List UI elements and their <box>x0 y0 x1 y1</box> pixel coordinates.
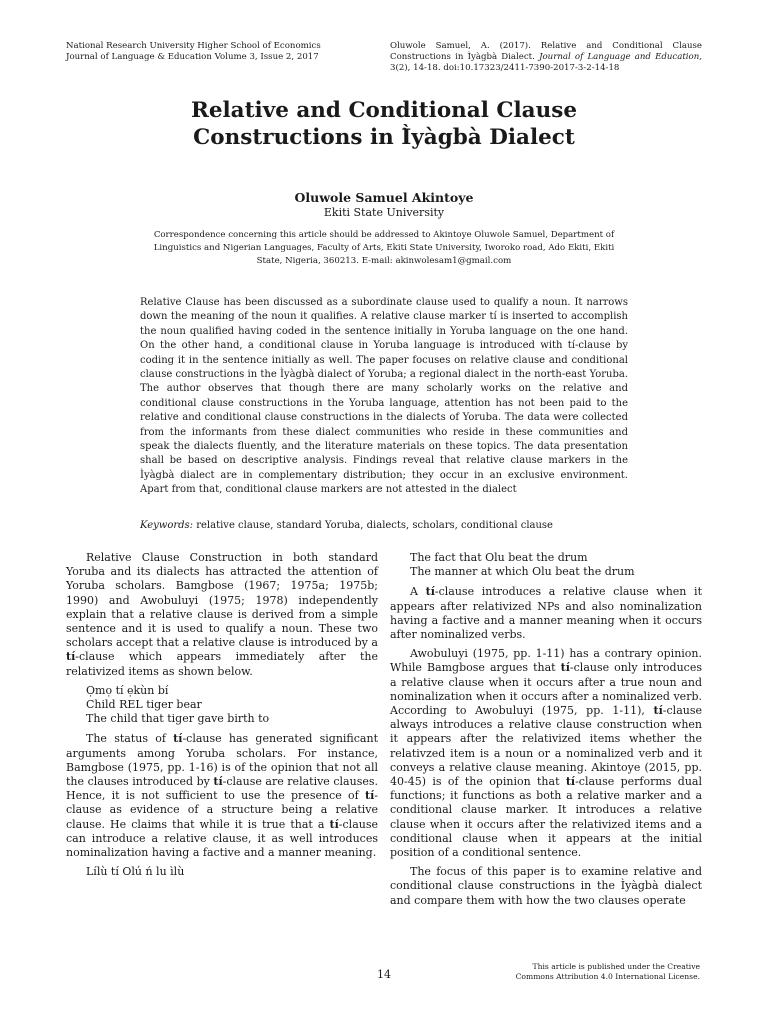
body-column-left <box>66 551 378 885</box>
author-affiliation: Ekiti State University <box>323 206 445 219</box>
license-line-1: This article is published under the Creative <box>532 962 700 971</box>
example-2-yoruba: Lílù tí Olú ń lu ìlù <box>86 865 185 879</box>
paragraph-status: The status of tí-clause has generated significant arguments among Yoruba scholars. For instance, Bamgbose (1975, pp. 1-16) is of the opinion that not all the clauses introduced by tí-clause are relative clauses. Hence, it is not sufficient to use the presence of tí- clause as evidence of a structure being a relative clause. He claims that while it is true that a tí-clause can introduce a relative clause, it as well introduces nominalization having a factive and a manner meaning. <box>66 732 378 860</box>
title-line-1: Relative and Conditional Clause <box>190 98 578 123</box>
example-1-gloss: Child REL tiger bear <box>86 698 202 712</box>
page-number: 14 <box>377 968 391 981</box>
example-2-translation-manner: The manner at which Olu beat the drum <box>410 565 635 579</box>
citation-text: Oluwole Samuel, A. (2017). Relative and Conditional Clause Constructions in Ì̀yàgbà Dialect. <box>390 41 702 62</box>
paragraph-ti-clause: A tí-clause introduces a relative clause when it appears after relativized NPs and also nominalization having a factive and a manner meaning when it occurs after nominalized verbs. <box>390 585 702 642</box>
running-header-left <box>66 41 366 63</box>
title-line-2: Constructions in Ì̀yàgbà Dialect <box>193 125 575 150</box>
body-column-right <box>390 551 702 913</box>
paragraph-awobuluyi: Awobuluyi (1975, pp. 1-11) has a contrary opinion. While Bamgbose argues that tí-clause only introduces a relative clause when it occurs after a true noun and nominalization when it occurs after a nominalized verb. According to Awobuluyi (1975, pp. 1-11), tí-clause always introduces a relative clause construction when it appears after the relativized items whether the relativzed item is a noun or a nominalized verb and it conveys a relative clause meaning. Akintoye (2015, pp. 40-45) is of the opinion that tí-clause performs dual functions; it functions as both a relative marker and a conditional clause marker. It introduces a relative clause when it occurs after the relativized items and a conditional clause when it appears at the initial position of a conditional sentence. <box>390 647 702 860</box>
author-name: Oluwole Samuel Akintoye <box>294 190 474 205</box>
keywords-list: relative clause, standard Yoruba, dialects, scholars, conditional clause <box>193 520 553 531</box>
header-journal-issue: Journal of Language & Education Volume 3, Issue 2, 2017 <box>66 52 319 62</box>
running-header-citation <box>390 41 702 74</box>
keywords <box>140 519 628 533</box>
paragraph-focus: The focus of this paper is to examine relative and conditional clause constructions in the Ìyàgbà dialect and compare them with how the two clauses operate <box>390 865 702 907</box>
license-notice <box>486 962 700 982</box>
correspondence-note: Correspondence concerning this article should be addressed to Akintoye Oluwole Samuel, Department of Linguistics and Nigerian Languages, Faculty of Arts, Ekiti State University, Iworoko road, Ado Ekiti, Ekiti State, Nigeria, 360213. E-mail: akinwolesam1@gmail.com <box>153 230 615 266</box>
article-title <box>60 97 708 151</box>
paragraph-intro: Relative Clause Construction in both standard Yoruba and its dialects has attracted the attention of Yoruba scholars. Bamgbose (1967; 1975a; 1975b; 1990) and Awobuluyi (1975; 1978) independently explain that a relative clause is derived from a simple sentence and it is used to qualify a noun. These two scholars accept that a relative clause is introduced by a tí-clause which appears immediately after the relativized items as shown below. <box>66 551 378 678</box>
citation-doi: 3(2), 14-18. doi:10.17323/2411-7390-2017-3-2-14-18 <box>390 63 620 73</box>
keywords-label: Keywords: <box>140 520 194 531</box>
citation-journal: Journal of Language and Education, <box>539 52 702 62</box>
example-1-yoruba: Ọmọ tí ẹkùn bí <box>86 683 169 697</box>
term-ti: tí <box>66 650 76 664</box>
abstract: Relative Clause has been discussed as a subordinate clause used to qualify a noun. It narrows down the meaning of the noun it qualifies. A relative clause marker tí is inserted to accomplish the noun qualified having coded in the sentence initially in Yoruba language on the one hand. On the other hand, a conditional clause in Yoruba language is introduced with tí-clause by coding it in the sentence initially as well. The paper focuses on relative clause and conditional clause constructions in the Ìyàgbà dialect of Yoruba; a regional dialect in the north-east Yoruba. The author observes that though there are many scholarly works on the relative and conditional clause constructions in the Yoruba language, attention has not been paid to the relative and conditional clause constructions in the dialects of Yoruba. The data were collected from the informants from these dialect communities who reside in these communities and speak the dialects fluently, and the literature materials on these topics. The data presentation shall be based on descriptive analysis. Findings reveal that relative clause markers in the Ìyàgbà dialect are in complementary distribution; they occur in an exclusive environment. Apart from that, conditional clause markers are not attested in the dialect <box>140 297 628 496</box>
license-line-2: Commons Attribution 4.0 International License. <box>515 972 700 981</box>
example-1 <box>86 684 378 727</box>
example-1-translation: The child that tiger gave birth to <box>86 712 270 726</box>
header-institution: National Research University Higher School of Economics <box>66 41 321 51</box>
example-2 <box>86 865 378 879</box>
example-2-continued <box>410 551 702 579</box>
example-2-translation-factive: The fact that Olu beat the drum <box>410 551 588 564</box>
